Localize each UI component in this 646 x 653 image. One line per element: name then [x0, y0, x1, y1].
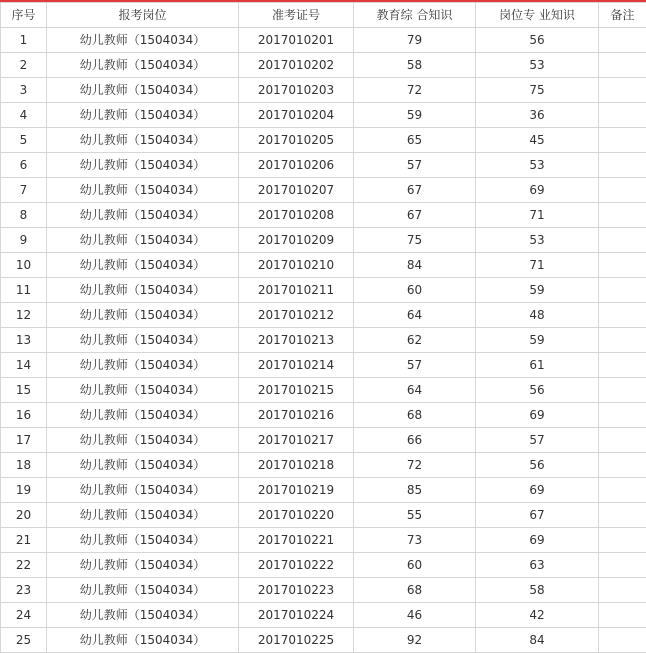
cell-remarks: [599, 453, 646, 478]
cell-remarks: [599, 78, 646, 103]
cell-exam-number: 2017010209: [239, 228, 354, 253]
cell-professional-score: 69: [476, 403, 599, 428]
cell-index: 1: [1, 28, 47, 53]
cell-professional-score: 57: [476, 428, 599, 453]
cell-position: 幼儿教师（1504034）: [47, 78, 239, 103]
cell-education-score: 64: [354, 378, 476, 403]
cell-professional-score: 84: [476, 628, 599, 653]
cell-remarks: [599, 428, 646, 453]
cell-exam-number: 2017010201: [239, 28, 354, 53]
cell-position: 幼儿教师（1504034）: [47, 553, 239, 578]
cell-professional-score: 59: [476, 278, 599, 303]
cell-index: 11: [1, 278, 47, 303]
header-exam-number: 准考证号: [239, 3, 354, 28]
cell-index: 15: [1, 378, 47, 403]
table-row: [1, 278, 646, 303]
cell-position: 幼儿教师（1504034）: [47, 378, 239, 403]
cell-professional-score: 45: [476, 128, 599, 153]
table-row: [1, 103, 646, 128]
cell-exam-number: 2017010212: [239, 303, 354, 328]
cell-exam-number: 2017010211: [239, 278, 354, 303]
cell-exam-number: 2017010225: [239, 628, 354, 653]
cell-index: 5: [1, 128, 47, 153]
header-position: 报考岗位: [47, 3, 239, 28]
header-index: 序号: [1, 3, 47, 28]
cell-exam-number: 2017010213: [239, 328, 354, 353]
table-row: [1, 328, 646, 353]
cell-education-score: 72: [354, 453, 476, 478]
table-row: [1, 78, 646, 103]
cell-index: 19: [1, 478, 47, 503]
cell-position: 幼儿教师（1504034）: [47, 53, 239, 78]
cell-exam-number: 2017010216: [239, 403, 354, 428]
table-row: [1, 428, 646, 453]
table-row: [1, 28, 646, 53]
cell-exam-number: 2017010223: [239, 578, 354, 603]
cell-index: 7: [1, 178, 47, 203]
cell-position: 幼儿教师（1504034）: [47, 578, 239, 603]
cell-remarks: [599, 203, 646, 228]
cell-education-score: 55: [354, 503, 476, 528]
cell-exam-number: 2017010202: [239, 53, 354, 78]
cell-remarks: [599, 28, 646, 53]
header-professional-score: 岗位专 业知识: [476, 3, 599, 28]
cell-exam-number: 2017010204: [239, 103, 354, 128]
cell-education-score: 75: [354, 228, 476, 253]
cell-index: 18: [1, 453, 47, 478]
cell-remarks: [599, 628, 646, 653]
cell-index: 13: [1, 328, 47, 353]
cell-education-score: 46: [354, 603, 476, 628]
cell-remarks: [599, 353, 646, 378]
table-row: [1, 478, 646, 503]
cell-exam-number: 2017010220: [239, 503, 354, 528]
table-row: [1, 503, 646, 528]
table-row: [1, 153, 646, 178]
cell-index: 9: [1, 228, 47, 253]
table-row: [1, 228, 646, 253]
cell-professional-score: 71: [476, 253, 599, 278]
cell-exam-number: 2017010208: [239, 203, 354, 228]
cell-index: 3: [1, 78, 47, 103]
cell-exam-number: 2017010224: [239, 603, 354, 628]
cell-education-score: 59: [354, 103, 476, 128]
cell-index: 6: [1, 153, 47, 178]
table-row: [1, 203, 646, 228]
cell-professional-score: 58: [476, 578, 599, 603]
header-remarks: 备注: [599, 3, 646, 28]
cell-education-score: 65: [354, 128, 476, 153]
cell-professional-score: 53: [476, 153, 599, 178]
table-row: [1, 528, 646, 553]
cell-education-score: 66: [354, 428, 476, 453]
cell-position: 幼儿教师（1504034）: [47, 303, 239, 328]
cell-index: 23: [1, 578, 47, 603]
cell-index: 10: [1, 253, 47, 278]
cell-remarks: [599, 228, 646, 253]
cell-professional-score: 63: [476, 553, 599, 578]
cell-professional-score: 53: [476, 53, 599, 78]
cell-professional-score: 59: [476, 328, 599, 353]
cell-index: 20: [1, 503, 47, 528]
cell-index: 8: [1, 203, 47, 228]
cell-education-score: 67: [354, 178, 476, 203]
cell-remarks: [599, 503, 646, 528]
cell-professional-score: 69: [476, 478, 599, 503]
cell-remarks: [599, 53, 646, 78]
table-row: [1, 128, 646, 153]
cell-position: 幼儿教师（1504034）: [47, 203, 239, 228]
cell-education-score: 62: [354, 328, 476, 353]
cell-index: 24: [1, 603, 47, 628]
cell-professional-score: 69: [476, 528, 599, 553]
cell-professional-score: 53: [476, 228, 599, 253]
cell-position: 幼儿教师（1504034）: [47, 503, 239, 528]
cell-remarks: [599, 603, 646, 628]
cell-professional-score: 56: [476, 28, 599, 53]
cell-position: 幼儿教师（1504034）: [47, 128, 239, 153]
cell-position: 幼儿教师（1504034）: [47, 178, 239, 203]
cell-education-score: 84: [354, 253, 476, 278]
cell-remarks: [599, 553, 646, 578]
cell-remarks: [599, 103, 646, 128]
cell-exam-number: 2017010215: [239, 378, 354, 403]
cell-index: 21: [1, 528, 47, 553]
cell-exam-number: 2017010217: [239, 428, 354, 453]
cell-remarks: [599, 153, 646, 178]
cell-exam-number: 2017010214: [239, 353, 354, 378]
cell-exam-number: 2017010206: [239, 153, 354, 178]
cell-remarks: [599, 578, 646, 603]
cell-exam-number: 2017010210: [239, 253, 354, 278]
cell-education-score: 85: [354, 478, 476, 503]
header-education-score: 教育综 合知识: [354, 3, 476, 28]
cell-education-score: 79: [354, 28, 476, 53]
cell-index: 16: [1, 403, 47, 428]
cell-position: 幼儿教师（1504034）: [47, 103, 239, 128]
table-row: [1, 553, 646, 578]
cell-education-score: 60: [354, 278, 476, 303]
table-row: [1, 378, 646, 403]
cell-position: 幼儿教师（1504034）: [47, 428, 239, 453]
table-row: [1, 453, 646, 478]
cell-position: 幼儿教师（1504034）: [47, 253, 239, 278]
table-row: [1, 303, 646, 328]
table-row: [1, 53, 646, 78]
cell-education-score: 67: [354, 203, 476, 228]
cell-professional-score: 71: [476, 203, 599, 228]
cell-education-score: 68: [354, 403, 476, 428]
cell-remarks: [599, 478, 646, 503]
cell-position: 幼儿教师（1504034）: [47, 278, 239, 303]
cell-professional-score: 36: [476, 103, 599, 128]
table-row: [1, 578, 646, 603]
cell-professional-score: 56: [476, 453, 599, 478]
table-row: [1, 628, 646, 653]
cell-index: 25: [1, 628, 47, 653]
cell-index: 2: [1, 53, 47, 78]
cell-position: 幼儿教师（1504034）: [47, 353, 239, 378]
cell-exam-number: 2017010219: [239, 478, 354, 503]
cell-index: 17: [1, 428, 47, 453]
cell-remarks: [599, 303, 646, 328]
cell-exam-number: 2017010221: [239, 528, 354, 553]
cell-position: 幼儿教师（1504034）: [47, 153, 239, 178]
cell-education-score: 68: [354, 578, 476, 603]
cell-index: 14: [1, 353, 47, 378]
cell-professional-score: 67: [476, 503, 599, 528]
table-row: [1, 253, 646, 278]
table-row: [1, 403, 646, 428]
cell-education-score: 92: [354, 628, 476, 653]
cell-exam-number: 2017010205: [239, 128, 354, 153]
cell-position: 幼儿教师（1504034）: [47, 403, 239, 428]
cell-professional-score: 42: [476, 603, 599, 628]
cell-position: 幼儿教师（1504034）: [47, 28, 239, 53]
cell-remarks: [599, 278, 646, 303]
cell-remarks: [599, 253, 646, 278]
cell-exam-number: 2017010218: [239, 453, 354, 478]
table-row: [1, 603, 646, 628]
table-header-row: [1, 3, 646, 28]
cell-position: 幼儿教师（1504034）: [47, 228, 239, 253]
cell-education-score: 64: [354, 303, 476, 328]
cell-education-score: 60: [354, 553, 476, 578]
cell-position: 幼儿教师（1504034）: [47, 478, 239, 503]
cell-education-score: 57: [354, 153, 476, 178]
table-row: [1, 178, 646, 203]
cell-remarks: [599, 328, 646, 353]
table-row: [1, 353, 646, 378]
score-table: [0, 2, 646, 653]
cell-index: 4: [1, 103, 47, 128]
cell-exam-number: 2017010222: [239, 553, 354, 578]
cell-position: 幼儿教师（1504034）: [47, 528, 239, 553]
cell-exam-number: 2017010203: [239, 78, 354, 103]
cell-professional-score: 56: [476, 378, 599, 403]
cell-education-score: 72: [354, 78, 476, 103]
cell-remarks: [599, 378, 646, 403]
cell-professional-score: 61: [476, 353, 599, 378]
cell-education-score: 57: [354, 353, 476, 378]
cell-remarks: [599, 128, 646, 153]
cell-education-score: 58: [354, 53, 476, 78]
cell-index: 12: [1, 303, 47, 328]
cell-position: 幼儿教师（1504034）: [47, 628, 239, 653]
cell-index: 22: [1, 553, 47, 578]
cell-position: 幼儿教师（1504034）: [47, 603, 239, 628]
cell-remarks: [599, 178, 646, 203]
cell-professional-score: 75: [476, 78, 599, 103]
cell-education-score: 73: [354, 528, 476, 553]
cell-professional-score: 48: [476, 303, 599, 328]
cell-exam-number: 2017010207: [239, 178, 354, 203]
cell-remarks: [599, 528, 646, 553]
cell-remarks: [599, 403, 646, 428]
cell-position: 幼儿教师（1504034）: [47, 328, 239, 353]
cell-position: 幼儿教师（1504034）: [47, 453, 239, 478]
cell-professional-score: 69: [476, 178, 599, 203]
